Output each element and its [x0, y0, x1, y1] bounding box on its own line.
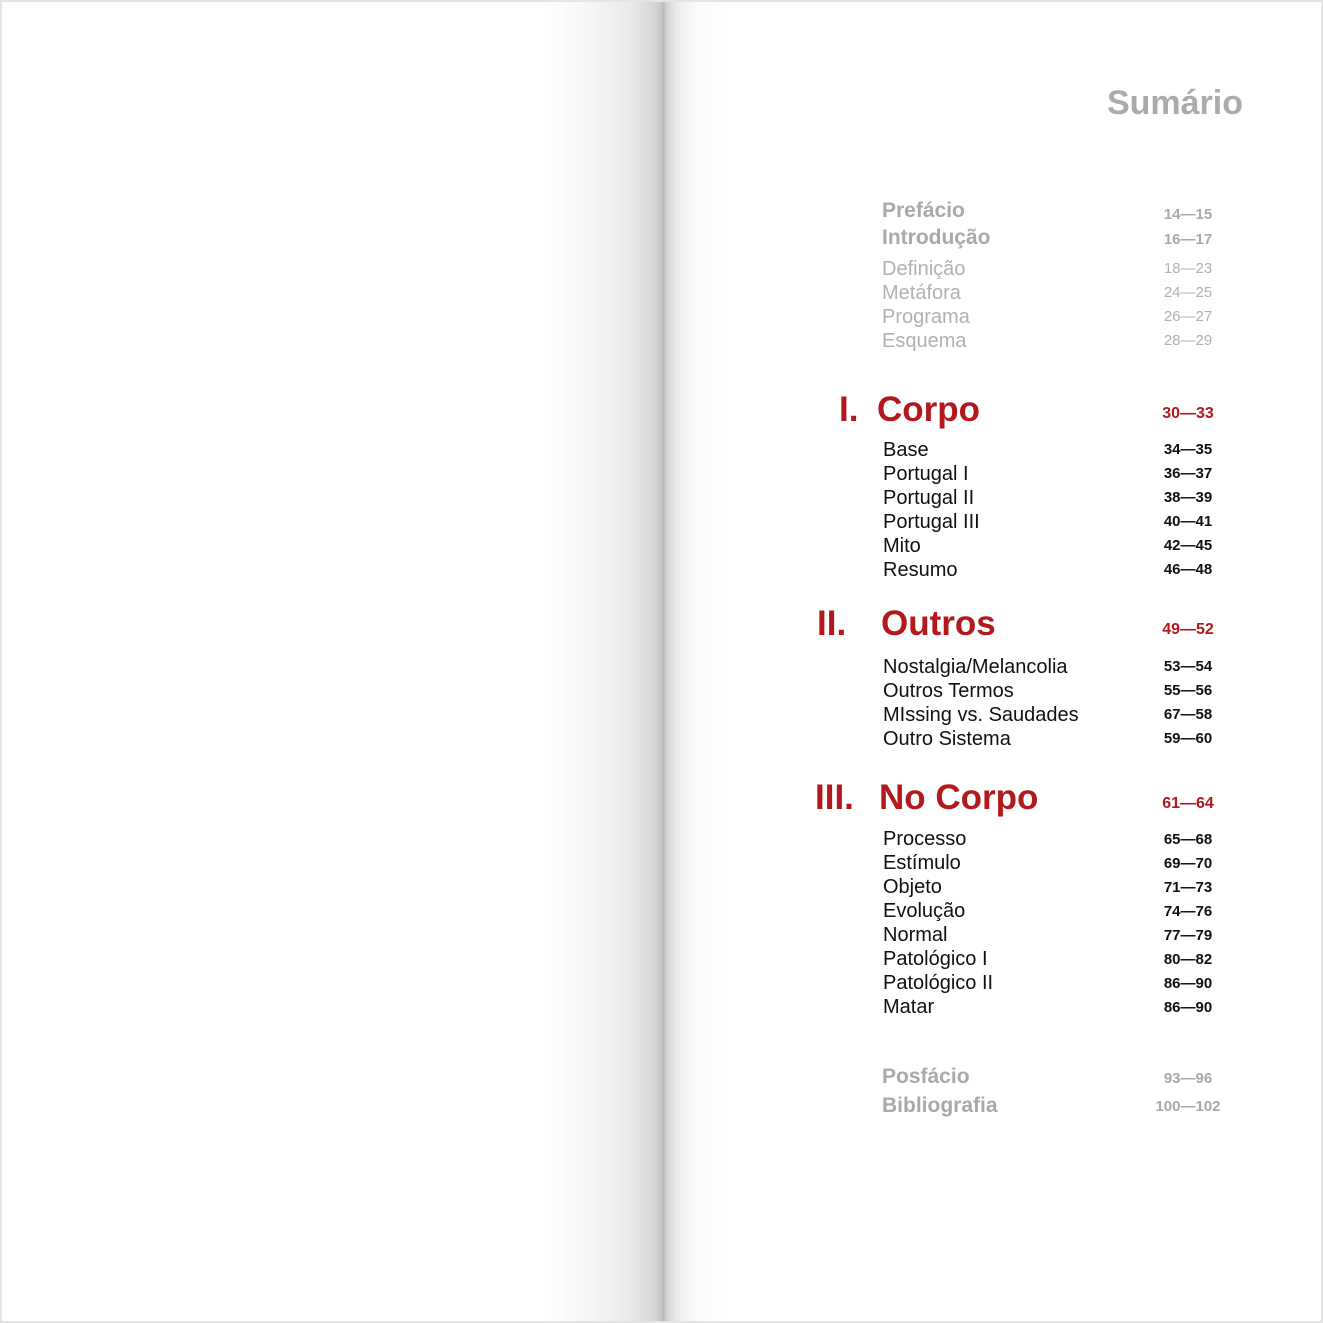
- section-numeral: III.: [815, 778, 854, 817]
- toc-entry-label: Portugal II: [883, 487, 975, 509]
- toc-entry-label: Posfácio: [882, 1065, 970, 1088]
- toc-entry-label: Programa: [882, 306, 970, 328]
- toc-entry-pages: 80—82: [1163, 951, 1213, 968]
- toc-entry-pages: 18—23: [1163, 260, 1213, 277]
- toc-entry-label: Outro Sistema: [883, 728, 1011, 750]
- toc-entry-pages: 16—17: [1163, 231, 1213, 248]
- toc-entry-pages: 93—96: [1163, 1070, 1213, 1087]
- section-numeral: II.: [817, 604, 847, 643]
- toc-entry-label: Definição: [882, 258, 966, 280]
- toc-entry-label: Prefácio: [882, 199, 965, 222]
- section-pages: 61—64: [1162, 795, 1214, 812]
- book-spread: [2, 2, 1321, 1321]
- toc-entry-pages: 77—79: [1163, 927, 1213, 944]
- section-title: Corpo: [877, 390, 981, 429]
- section-pages: 49—52: [1162, 621, 1214, 638]
- toc-entry-label: Processo: [883, 828, 967, 850]
- toc-entry-label: Introdução: [882, 226, 991, 249]
- toc-entry-label: Bibliografia: [882, 1094, 998, 1117]
- toc-entry-label: MIssing vs. Saudades: [883, 704, 1079, 726]
- toc-entry-label: Mito: [883, 535, 921, 557]
- toc-entry-pages: 86—90: [1163, 975, 1213, 992]
- toc-entry-pages: 86—90: [1163, 999, 1213, 1016]
- toc-entry-label: Patológico II: [883, 972, 994, 994]
- toc-entry-pages: 74—76: [1163, 903, 1213, 920]
- toc-entry-label: Nostalgia/Melancolia: [883, 656, 1068, 678]
- toc-entry-pages: 14—15: [1163, 206, 1213, 223]
- toc-entry-pages: 36—37: [1163, 465, 1213, 482]
- toc-entry-pages: 24—25: [1163, 284, 1213, 301]
- toc-entry-label: Portugal I: [883, 463, 969, 485]
- toc-entry-pages: 69—70: [1163, 855, 1213, 872]
- toc-entry-pages: 38—39: [1163, 489, 1213, 506]
- section-numeral: I.: [839, 390, 859, 429]
- section-title: No Corpo: [879, 778, 1039, 817]
- toc-entry-label: Base: [883, 439, 929, 461]
- toc-entry-pages: 53—54: [1163, 658, 1213, 675]
- toc-entry-pages: 55—56: [1163, 682, 1213, 699]
- left-page: [2, 2, 663, 1321]
- toc-entry-label: Normal: [883, 924, 948, 946]
- toc-entry-label: Patológico I: [883, 948, 988, 970]
- section-pages: 30—33: [1162, 405, 1214, 422]
- toc-entry-pages: 59—60: [1163, 730, 1213, 747]
- toc-entry-label: Portugal III: [883, 511, 980, 533]
- toc-entry-label: Evolução: [883, 900, 966, 922]
- toc-entry-label: Resumo: [883, 559, 958, 581]
- toc-entry-pages: 40—41: [1163, 513, 1213, 530]
- toc-entry-pages: 42—45: [1163, 537, 1213, 554]
- toc-entry-pages: 28—29: [1163, 332, 1213, 349]
- toc-entry-pages: 34—35: [1163, 441, 1213, 458]
- toc-entry-pages: 46—48: [1163, 561, 1213, 578]
- toc-entry-pages: 67—58: [1163, 706, 1213, 723]
- toc-entry-label: Matar: [883, 996, 935, 1018]
- toc-entry-label: Objeto: [883, 876, 942, 898]
- toc-entry-pages: 65—68: [1163, 831, 1213, 848]
- toc-entry-pages: 26—27: [1163, 308, 1213, 325]
- page-title: Sumário: [1106, 84, 1243, 122]
- toc-entry-label: Estímulo: [883, 852, 961, 874]
- toc-entry-label: Outros Termos: [883, 680, 1014, 702]
- toc-entry-label: Esquema: [882, 330, 967, 352]
- toc-entry-label: Metáfora: [882, 282, 961, 304]
- toc-entry-pages: 71—73: [1163, 879, 1213, 896]
- toc-entry-pages: 100—102: [1155, 1098, 1221, 1115]
- section-title: Outros: [881, 604, 996, 643]
